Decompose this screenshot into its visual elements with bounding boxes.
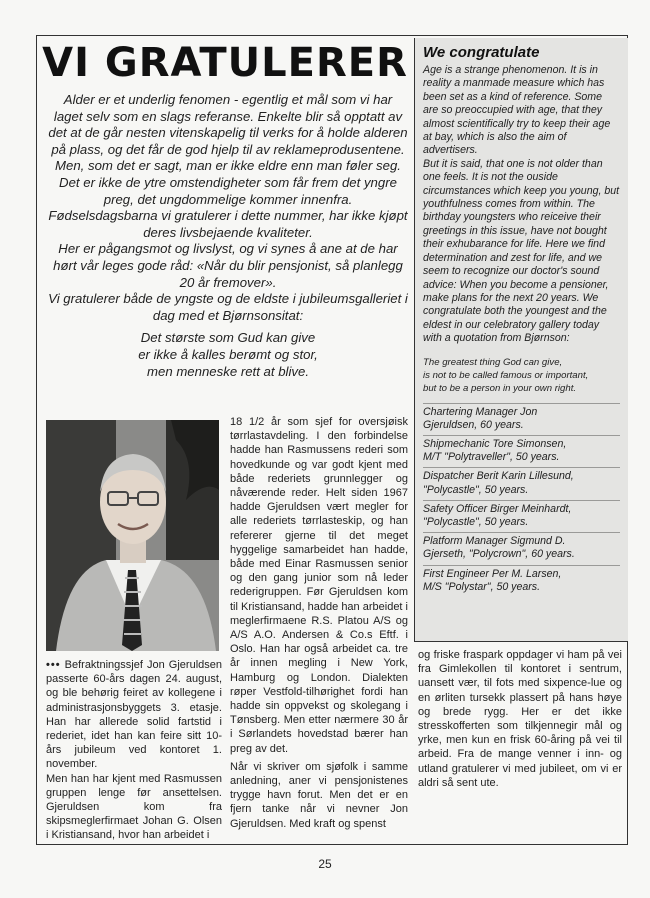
celebrant-role: Platform Manager Sigmund D. xyxy=(423,535,566,548)
celebrant-detail: Gjerseth, "Polycrown", 60 years. xyxy=(423,548,575,561)
caption-paragraph: Men han har kjent med Rasmussen gruppen lenge før ansettelsen. Gjeruldsen kom fra skipsmeglerfirmaet Johan G. Olsen i Kristiansand, hvor han arbeidet i xyxy=(46,772,222,842)
celebrant-detail: "Polycastle", 50 years. xyxy=(423,483,529,496)
celebrant-role: Dispatcher Berit Karin Lillesund, xyxy=(423,470,574,483)
sidebar-paragraph: But it is said, that one is not older than one feels. It is not the ouside circumstances which keep you young, but youthfulness comes from within. The birthday youngsters who reiceive their greetings in this issue, have not bought their exhubarance for life. Here we find determination and zest for life, and we seem to recognize our doctor's sound advice: When you become a pensioner, make plans for the next 20 years. We congratulate both the youngest and the eldest in our celebratory gallery today with a quotation from Bjørnson: xyxy=(423,157,620,345)
celebrant-detail: Gjeruldsen, 60 years. xyxy=(423,418,524,431)
list-item xyxy=(423,403,620,435)
bjornson-poem xyxy=(48,330,408,380)
portrait-photo xyxy=(46,420,219,651)
sidebar-title: We congratulate xyxy=(423,44,540,61)
intro-paragraph: Vi gratulerer både de yngste og de eldste i jubileumsgalleriet i dag med et Bjørnsonsitat: xyxy=(48,291,408,323)
article-column-right xyxy=(418,648,622,794)
intro-paragraph: Men, som det er sagt, man er ikke eldre enn man føler seg. Det er ikke de ytre omstendigheter som får frem det yngre preg, det ungdommelige kommer innenfra. Fødselsdagsbarna vi gratulerer i dette nummer, har ikke kjøpt deres livsbejaende kvaliteter. xyxy=(48,158,408,240)
celebrant-detail: "Polycastle", 50 years. xyxy=(423,515,529,528)
bullet-marker: ••• xyxy=(46,659,61,671)
quote-line: The greatest thing God can give, xyxy=(423,356,563,368)
article-column-middle xyxy=(230,415,408,835)
list-item xyxy=(423,467,620,499)
article-paragraph: Når vi skriver om sjøfolk i samme anledning, aner vi pensjonistenes trygge havn forut. Men det er en fjern tanke når vi nevner Jon Gjeruldsen. Med kraft og spenst xyxy=(230,760,408,830)
caption-text: Befraktningssjef Jon Gjeruldsen passerte 60-års dagen 24. august, og ble behørig feiret av kollegene i administrasjonsbyggets 3. etasje. Han har allerede solid fartstid i rederiet, idet han kan feire sitt 10-års jubileum ved kontoret 1. november. xyxy=(46,659,222,771)
headline: VI GRATULERER xyxy=(42,40,408,86)
quote-line: but to be a person in your own right. xyxy=(423,382,577,394)
photo-caption xyxy=(46,658,222,843)
article-paragraph: 18 1/2 år som sjef for oversjøisk tørrlastavdeling. I den forbindelse hadde han Rasmussens rederi som hovedkunde og var godt kjent med både rederiets grunnlegger og nåværende reder. Helt siden 1967 hadde Gjeruldsen vært megler for alle rederiets tørrlasteskip, og han refererer gjerne til det meget hyggelige samarbeidet han hadde, både med Einar Rasmussen senior og den gang junior som nå leder rederigruppen. Før Gjeruldsen kom til Kristiansand, hadde han arbeidet i meglerfirmaene R.S. Platou A/S og A/S A.O. Andersen & Co.s Eftf. i Oslo. Han har også arbeidet ca. tre år innen megling i New York, Hamburg og London. Dialekten røper Vestfold-tilhørighet fordi han hadde sin oppvekst og skolegang i Tønsberg. Men etter nærmere 30 år i Sørlandets hovedstad bærer han preg av det. xyxy=(230,416,408,755)
intro-paragraph: Alder er et underlig fenomen - egentlig et mål som vi har laget selv som en slags referanse. Enkelte blir så opptatt av det at de går nesten vitenskapelig til verks for å holde alderen på plass, og det får de god hjelp til av reklameprodusentene. xyxy=(48,92,408,157)
quote-line: is not to be called famous or important, xyxy=(423,369,589,381)
page-number: 25 xyxy=(318,857,332,871)
sidebar-body xyxy=(423,64,620,346)
celebrant-list xyxy=(423,403,620,597)
list-item xyxy=(423,532,620,564)
celebrant-role: Chartering Manager Jon xyxy=(423,405,538,418)
sidebar-paragraph: Age is a strange phenomenon. It is in reality a manmade measure which has been set as a kind of reference. Some are so preoccupied with age, that they almost scientifically try to keep their age at bay, which is also the aim of advertisers. xyxy=(423,64,611,157)
celebrant-detail: M/S "Polystar", 50 years. xyxy=(423,580,541,593)
article-paragraph: og friske fraspark oppdager vi ham på vei fra Gimlekollen til kontoret i sentrum, uansett vær, til fots med sixpence-lue og en ørliten tursekk plassert på hans høye og brede rygg. Her er det ikke stresskofferten som tilkjennegir mål og yrke, men kun en frisk 60-åring på vei til arbeid. Fra de mange venner i inn- og utland gratulerer vi med jubileet, om vi er aldri så sent ute. xyxy=(418,649,622,789)
english-sidebar xyxy=(414,38,628,642)
poem-line: Det største som Gud kan give xyxy=(140,330,316,346)
celebrant-detail: M/T "Polytraveller", 50 years. xyxy=(423,451,560,464)
list-item xyxy=(423,565,620,597)
poem-line: men menneske rett at blive. xyxy=(147,363,309,379)
caption-paragraph xyxy=(46,658,222,772)
celebrant-role: Safety Officer Birger Meinhardt, xyxy=(423,502,572,515)
intro-text xyxy=(48,92,408,380)
intro-paragraph: Her er pågangsmot og livslyst, og vi synes å ane at de har hørt vår leges gode råd: «Når du blir pensjonist, så planlegg 20 år fremover». xyxy=(53,241,403,290)
list-item xyxy=(423,435,620,467)
celebrant-role: First Engineer Per M. Larsen, xyxy=(423,567,562,580)
list-item xyxy=(423,500,620,532)
celebrant-role: Shipmechanic Tore Simonsen, xyxy=(423,437,567,450)
sidebar-quote xyxy=(423,356,620,395)
portrait-illustration xyxy=(46,420,219,651)
poem-line: er ikke å kalles berømt og stor, xyxy=(138,346,318,362)
